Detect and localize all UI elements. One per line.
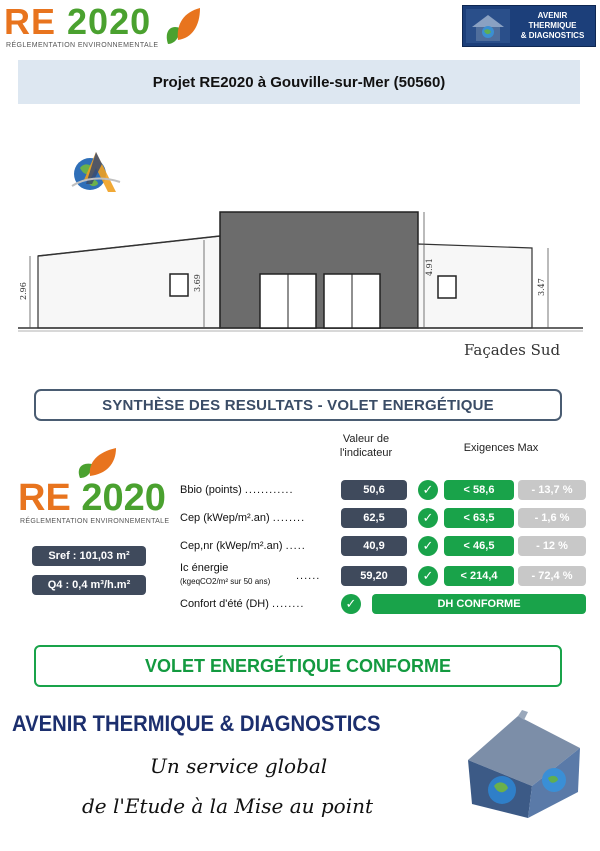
gap-bbio: - 13,7 % xyxy=(518,480,586,500)
check-icon: ✓ xyxy=(341,594,361,614)
check-icon: ✓ xyxy=(418,536,438,556)
project-title: Projet RE2020 à Gouville-sur-Mer (50560) xyxy=(18,60,580,104)
company-name: AVENIR THERMIQUE & DIAGNOSTICS xyxy=(12,711,381,736)
re-logo-year: 2020 xyxy=(81,477,166,519)
window-right xyxy=(438,276,456,298)
company-badge xyxy=(462,5,596,47)
re-logo-year: 2020 xyxy=(67,1,152,42)
leaf-icon xyxy=(162,6,202,48)
q4-badge: Q4 : 0,4 m³/h.m² xyxy=(32,575,146,595)
row-label-cepnr: Cep,nr (kWep/m².an) ..... xyxy=(180,540,306,552)
row-sublabel-ic-energie: (kgeqCO2/m² sur 50 ans) xyxy=(180,577,271,586)
check-icon: ✓ xyxy=(418,480,438,500)
column-header-value: Valeur de l'indicateur xyxy=(339,433,393,459)
value-cep: 62,5 xyxy=(341,508,407,528)
row-label-cep: Cep (kWep/m².an) ........ xyxy=(180,512,306,524)
value-bbio: 50,6 xyxy=(341,480,407,500)
dim-label-3: 4.91 xyxy=(425,258,434,276)
slogan-line-1: Un service global xyxy=(150,754,328,778)
gap-cep: - 1,6 % xyxy=(518,508,586,528)
central-block xyxy=(220,212,418,328)
row-label-ic-energie: Ic énergie (kgeqCO2/m² sur 50 ans) xyxy=(180,562,271,586)
re2020-logo xyxy=(4,1,204,50)
gap-ic-energie: - 72,4 % xyxy=(518,566,586,586)
dh-status: DH CONFORME xyxy=(372,594,586,614)
synthesis-title: SYNTHÈSE DES RESULTATS - VOLET ENERGÉTIQUE xyxy=(34,389,562,421)
window-left xyxy=(170,274,188,296)
house-globe-icon xyxy=(466,9,510,43)
facade-caption: Façades Sud xyxy=(464,341,561,359)
requirement-bbio: < 58,6 xyxy=(444,480,514,500)
leaf-icon xyxy=(76,448,120,480)
re-logo-prefix: RE xyxy=(18,477,71,519)
value-cepnr: 40,9 xyxy=(341,536,407,556)
facade-drawing xyxy=(18,196,583,366)
verdict-banner: VOLET ENERGÉTIQUE CONFORME xyxy=(34,645,562,687)
badge-text: AVENIR THERMIQUE & DIAGNOSTICS xyxy=(520,11,585,40)
re-logo-subtitle: RÉGLEMENTATION ENVIRONNEMENTALE xyxy=(20,518,170,525)
slogan-line-2: de l'Etude à la Mise au point xyxy=(82,794,374,818)
house-globe-icon xyxy=(462,708,586,822)
dim-label-1: 2.96 xyxy=(19,282,28,300)
row-label-bbio: Bbio (points) ............ xyxy=(180,484,294,496)
dim-label-4: 3.47 xyxy=(537,278,546,296)
requirement-ic-energie: < 214,4 xyxy=(444,566,514,586)
check-icon: ✓ xyxy=(418,508,438,528)
column-header-requirement: Exigences Max xyxy=(463,442,539,454)
re-logo-subtitle: RÉGLEMENTATION ENVIRONNEMENTALE xyxy=(6,42,159,49)
gap-cepnr: - 12 % xyxy=(518,536,586,556)
requirement-cep: < 63,5 xyxy=(444,508,514,528)
sref-badge: Sref : 101,03 m² xyxy=(32,546,146,566)
value-ic-energie: 59,20 xyxy=(341,566,407,586)
requirement-cepnr: < 46,5 xyxy=(444,536,514,556)
dim-label-2: 3.69 xyxy=(193,274,202,292)
row-label-confort: Confort d'été (DH) ........ xyxy=(180,598,305,610)
re-logo-prefix: RE xyxy=(4,1,57,42)
check-icon: ✓ xyxy=(418,566,438,586)
globe-logo-icon xyxy=(68,148,124,196)
re2020-logo-large xyxy=(18,448,178,528)
